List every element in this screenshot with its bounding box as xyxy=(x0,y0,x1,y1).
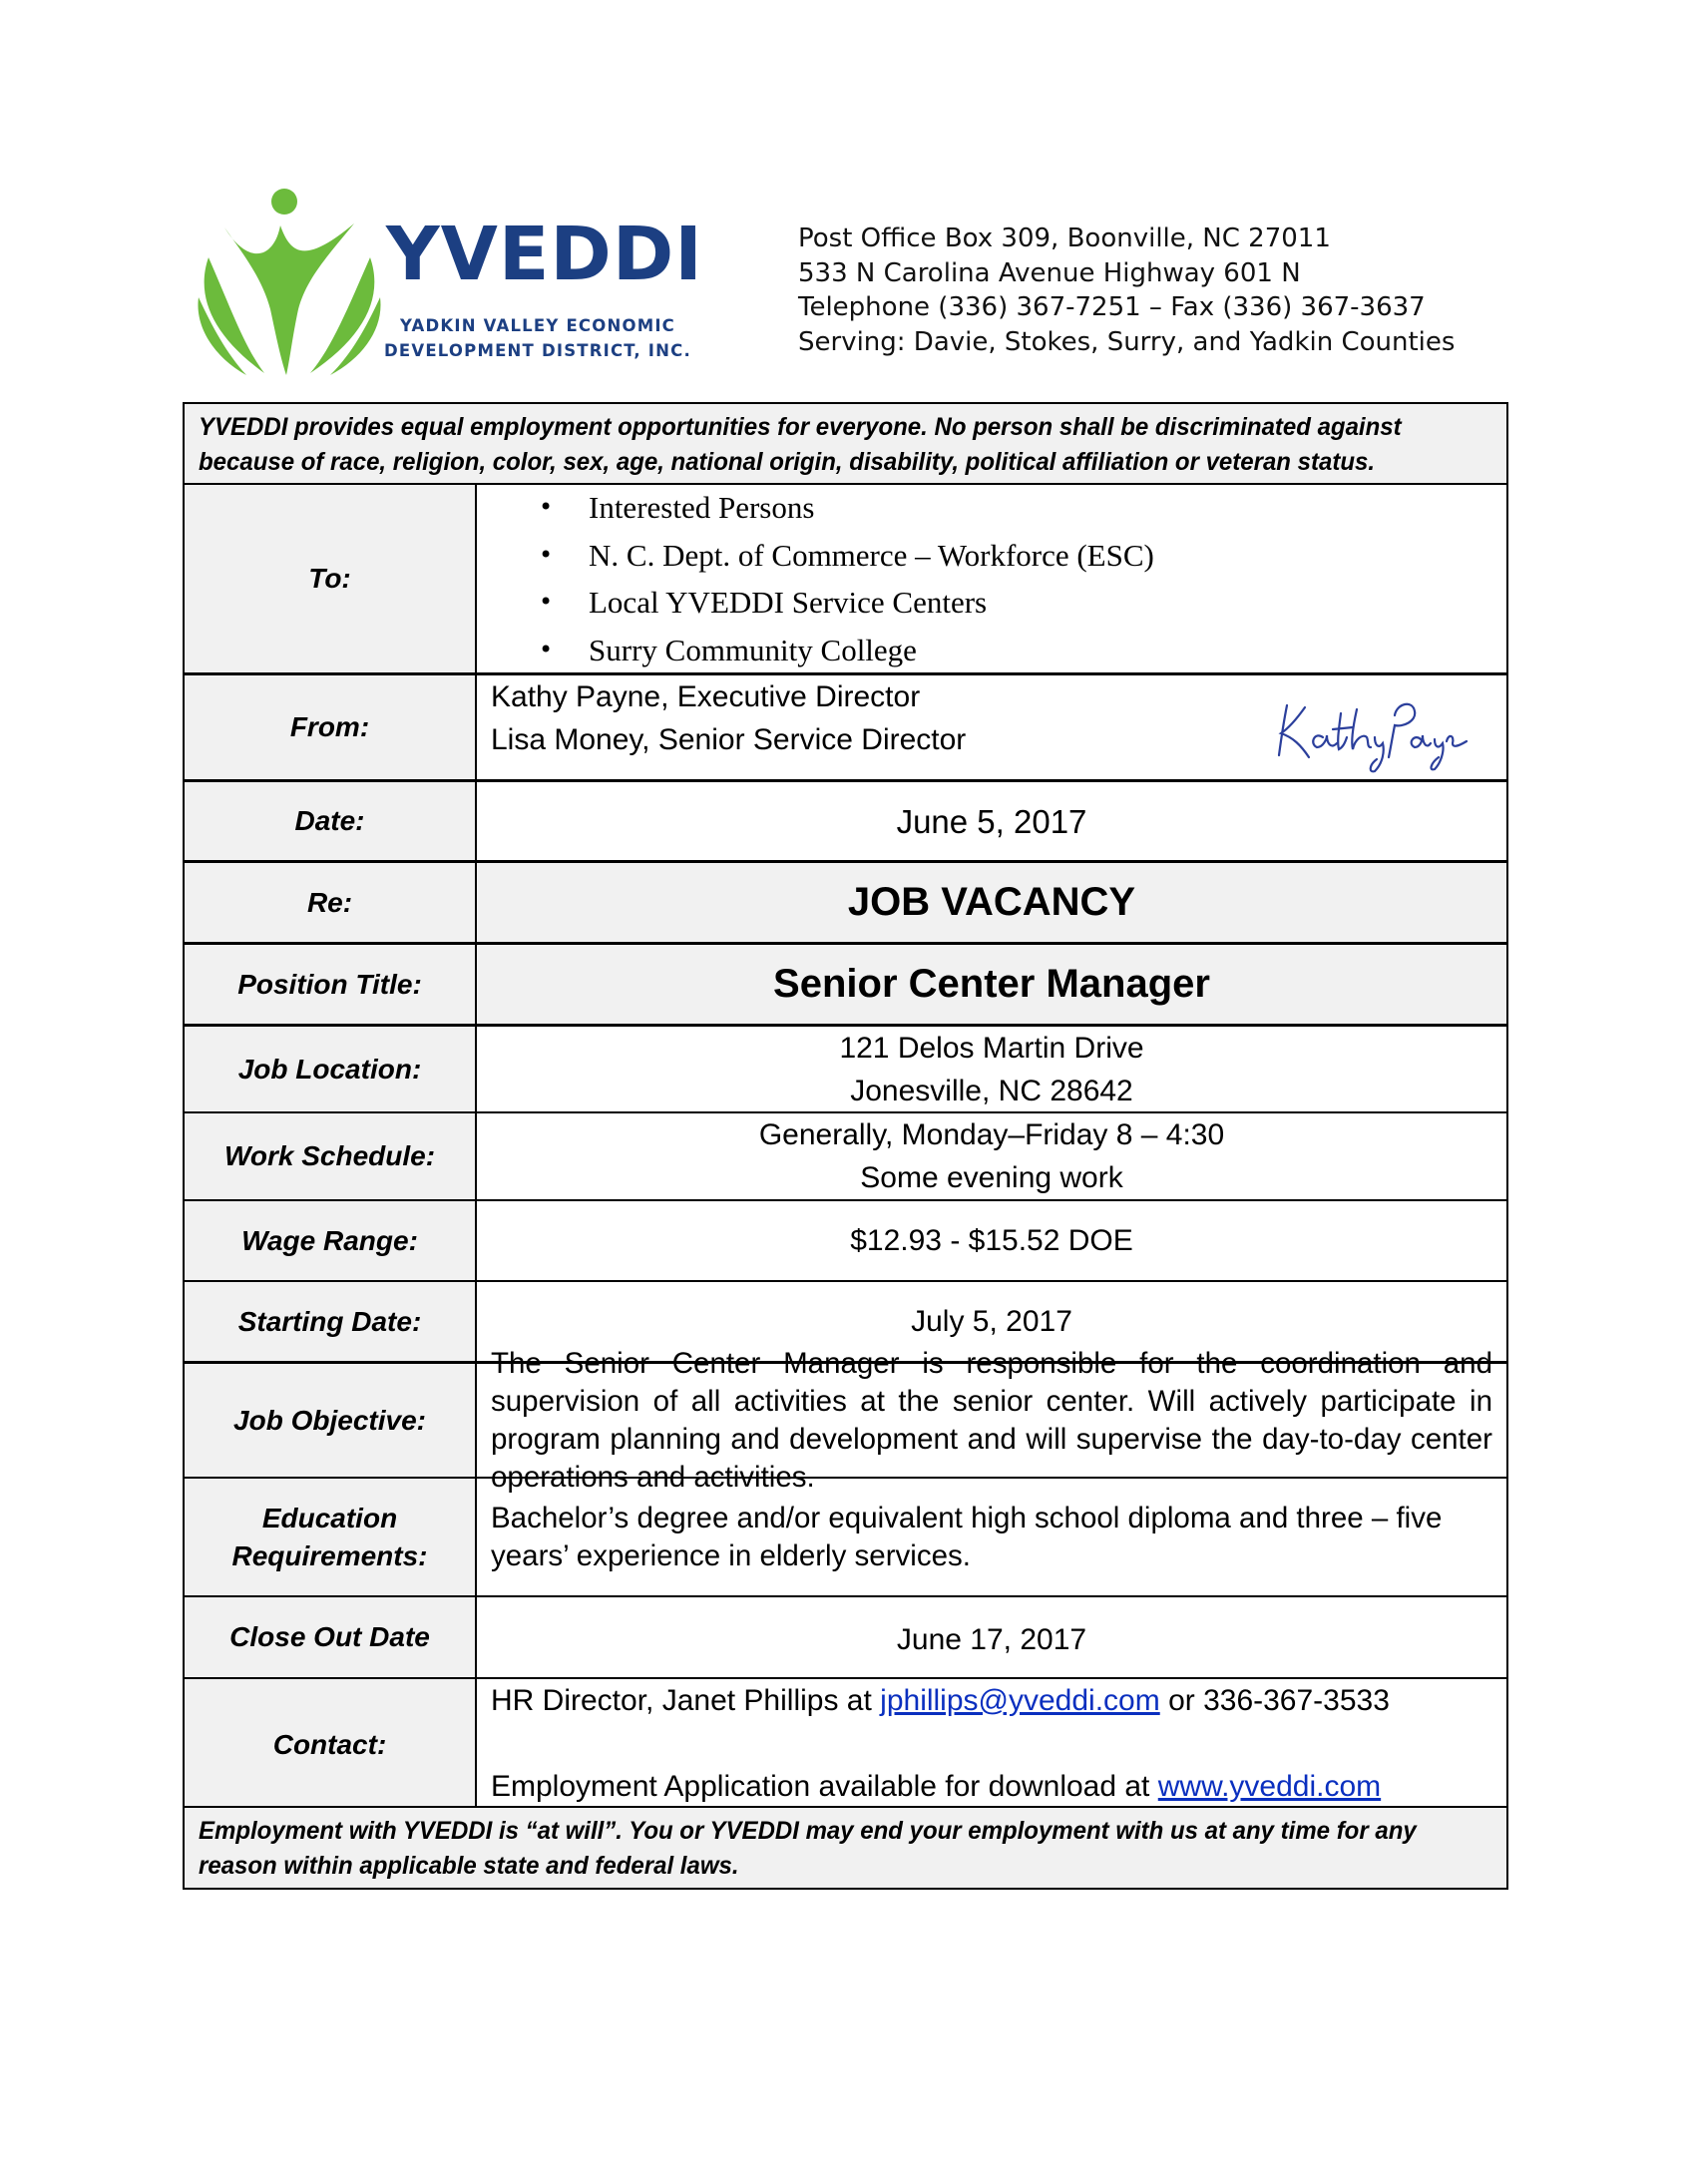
education-label xyxy=(185,1479,477,1595)
wage-row xyxy=(185,1201,1506,1280)
position-text: Senior Center Manager xyxy=(773,962,1210,1006)
to-label: To: xyxy=(185,485,477,672)
start-label: Starting Date: xyxy=(185,1282,477,1361)
from-row xyxy=(185,675,1506,779)
re-label: Re: xyxy=(185,863,477,942)
education-label-line: Education xyxy=(261,1502,398,1533)
at-will-line: reason within applicable state and federal laws. xyxy=(199,1852,739,1880)
date-row xyxy=(185,782,1506,860)
website-link[interactable]: www.yveddi.com xyxy=(1157,1770,1382,1803)
objective-row xyxy=(185,1346,1506,1494)
schedule-row xyxy=(185,1113,1506,1199)
recipient-item: • Local YVEDDI Service Centers xyxy=(477,579,1154,627)
objective-label: Job Objective: xyxy=(185,1364,477,1477)
re-text: JOB VACANCY xyxy=(847,880,1136,924)
location-line: Jonesville, NC 28642 xyxy=(850,1074,1133,1107)
education-value xyxy=(477,1479,1506,1595)
recipient-item: • N. C. Dept. of Commerce – Workforce (ESC) xyxy=(477,532,1154,580)
contact-value xyxy=(477,1679,1506,1810)
recipient-item: • Surry Community College xyxy=(477,627,1154,674)
location-label: Job Location: xyxy=(185,1027,477,1111)
eeo-line: YVEDDI provides equal employment opportunities for everyone. No person shall be discriminated against xyxy=(199,413,1402,441)
re-row xyxy=(185,863,1506,942)
objective-value xyxy=(477,1346,1506,1494)
job-vacancy-table xyxy=(183,402,1508,1890)
contact-text: HR Director, Janet Phillips at xyxy=(491,1684,872,1717)
position-row xyxy=(185,945,1506,1024)
closeout-row xyxy=(185,1597,1506,1677)
date-label: Date: xyxy=(185,782,477,860)
contact-line xyxy=(491,1679,1390,1722)
signature-icon xyxy=(1271,685,1471,775)
organization-address xyxy=(798,221,1455,359)
address-line: Telephone (336) 367-7251 – Fax (336) 367-3637 xyxy=(798,292,1426,322)
location-row xyxy=(185,1027,1506,1111)
closeout-value xyxy=(477,1597,1506,1677)
contact-phone: or 336-367-3533 xyxy=(1168,1684,1390,1717)
contact-label: Contact: xyxy=(185,1679,477,1810)
date-value xyxy=(477,782,1506,860)
eeo-statement xyxy=(185,404,1506,485)
email-link[interactable]: jphillips@yveddi.com xyxy=(880,1684,1160,1717)
schedule-line: Generally, Monday–Friday 8 – 4:30 xyxy=(758,1118,1225,1151)
wage-text: $12.93 - $15.52 DOE xyxy=(850,1224,1133,1257)
education-row xyxy=(185,1479,1506,1595)
re-value xyxy=(477,863,1506,942)
objective-text: The Senior Center Manager is responsible for the coordination and supervision of all activities at the senior center. Will actively participate in program planning and development and will supervise the day-to-day center operations and activities. xyxy=(491,1346,1492,1494)
location-line: 121 Delos Martin Drive xyxy=(839,1031,1144,1065)
eeo-line: because of race, religion, color, sex, age, national origin, disability, political affiliation or veteran status. xyxy=(199,448,1375,476)
start-text: July 5, 2017 xyxy=(911,1305,1072,1338)
person-leaves-logo-icon xyxy=(195,188,384,377)
yveddi-logo xyxy=(195,188,713,377)
education-text: Bachelor’s degree and/or equivalent high school diploma and three – five years’ experience in elderly services. xyxy=(491,1501,1443,1572)
logo-subtitle-line: DEVELOPMENT DISTRICT, INC. xyxy=(384,341,691,360)
at-will-statement xyxy=(185,1806,1506,1888)
at-will-line: Employment with YVEDDI is “at will”. You or YVEDDI may end your employment with us at any time for any xyxy=(199,1817,1417,1845)
from-label: From: xyxy=(185,675,477,779)
recipient-item: • Interested Persons xyxy=(477,484,1154,532)
from-line: Lisa Money, Senior Service Director xyxy=(491,723,967,756)
logo-subtitle xyxy=(384,313,691,363)
closeout-label: Close Out Date xyxy=(185,1597,477,1677)
schedule-value xyxy=(477,1113,1506,1199)
education-label-line: Requirements: xyxy=(231,1539,428,1571)
contact-line xyxy=(491,1765,1381,1808)
position-label: Position Title: xyxy=(185,945,477,1024)
date-text: June 5, 2017 xyxy=(896,802,1087,840)
wage-value xyxy=(477,1201,1506,1280)
recipient-list xyxy=(477,484,1154,673)
schedule-label: Work Schedule: xyxy=(185,1113,477,1199)
contact-text: Employment Application available for download at xyxy=(491,1770,1150,1803)
wage-label: Wage Range: xyxy=(185,1201,477,1280)
contact-row xyxy=(185,1679,1506,1810)
address-line: Post Office Box 309, Boonville, NC 27011 xyxy=(798,223,1331,253)
to-row xyxy=(185,485,1506,672)
logo-wordmark: YVEDDI xyxy=(386,212,703,297)
address-line: 533 N Carolina Avenue Highway 601 N xyxy=(798,257,1301,288)
position-value xyxy=(477,945,1506,1024)
address-line: Serving: Davie, Stokes, Surry, and Yadkin Counties xyxy=(798,326,1456,357)
from-line: Kathy Payne, Executive Director xyxy=(491,680,921,713)
from-value xyxy=(477,675,1506,779)
logo-subtitle-line: YADKIN VALLEY ECONOMIC xyxy=(399,316,675,335)
location-value xyxy=(477,1027,1506,1111)
closeout-text: June 17, 2017 xyxy=(896,1622,1087,1656)
to-value xyxy=(477,485,1506,672)
schedule-line: Some evening work xyxy=(860,1161,1123,1194)
